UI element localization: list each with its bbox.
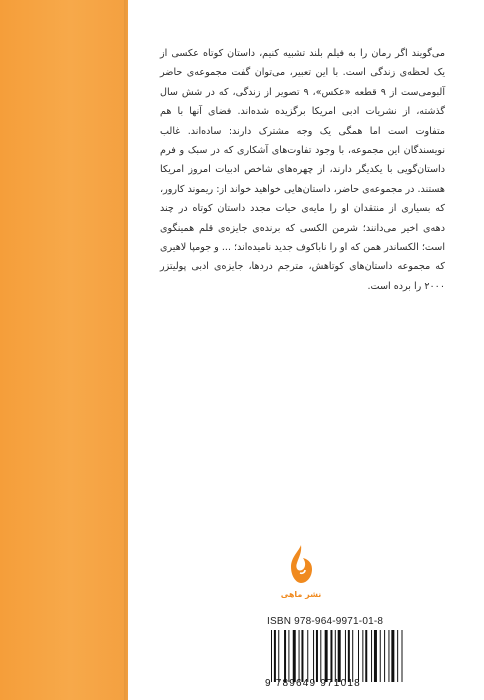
barcode-bar xyxy=(284,630,286,682)
spine-color-band xyxy=(0,0,128,700)
barcode-image xyxy=(271,630,433,682)
barcode-bar xyxy=(374,630,377,682)
barcode-bar xyxy=(388,630,389,682)
barcode-bar xyxy=(325,630,328,682)
barcode-bar xyxy=(352,630,353,682)
barcode-bar xyxy=(335,630,336,682)
isbn-barcode-block xyxy=(265,616,441,694)
barcode-bar xyxy=(307,630,308,682)
barcode-bar xyxy=(358,630,359,682)
barcode-bar xyxy=(313,630,314,682)
barcode-bar xyxy=(278,630,279,682)
barcode-bar xyxy=(299,630,300,682)
spine-edge-shadow xyxy=(124,0,129,700)
barcode-bar xyxy=(320,630,321,682)
barcode-bar xyxy=(371,630,372,682)
barcode-bar xyxy=(271,630,272,682)
barcode-bar xyxy=(348,630,350,682)
barcode-bar xyxy=(338,630,341,682)
drop-flame-logo-icon xyxy=(279,543,323,589)
barcode-bar xyxy=(274,630,276,682)
isbn-label: ISBN 978-964-9971-01-8 xyxy=(267,616,384,627)
barcode-bar xyxy=(402,630,403,682)
barcode-bar xyxy=(365,630,367,682)
barcode-bar xyxy=(397,630,398,682)
barcode-bar xyxy=(288,630,289,682)
barcode-bar xyxy=(345,630,346,682)
barcode-bar xyxy=(380,630,381,682)
barcode-bar xyxy=(293,630,296,682)
blurb-text-block xyxy=(160,44,445,296)
barcode-bar xyxy=(362,630,363,682)
blurb-paragraph: می‌گویند اگر رمان را به فیلم بلند تشبیه کنیم، داستان کوتاه عکسی از یک لحظه‌ی زندگی است. با این تعبیر، می‌توان گفت مجموعه‌ی حاضر آلبومی‌ست از ۹ قطعه «عکس»، ۹ تصویر از زندگی، که در شش سال گذشته، از نشریات ادبی امریکا برگزیده شده‌اند. فضای آنها با هم متفاوت است اما همگی یک وجه مشترک دارند: ساده‌اند. غالب نویسندگان این مجموعه، با وجود تفاوت‌های آشکاری که در سبک و فرم داستان‌گویی با یکدیگر دارند، از چهره‌های شاخص ادبیات امروز امریکا هستند. در مجموعه‌ی حاضر، داستان‌هایی خواهید خواند از: ریموند کارور، که بسیاری از منتقدان او را مایه‌ی حیات مجدد داستان کوتاه در چند دهه‌ی اخیر می‌دانند؛ شرمن الکسی که برنده‌ی جایزه‌ی قلم همینگوی است؛ الکساندر همن که او را ناباکوف جدید نامیده‌اند؛ ... و جومپا لاهیری که مجموعه داستان‌های کوتاهش، مترجم دردها، جایزه‌ی ادبی پولیتزر ۲۰۰۰ را برده است. xyxy=(160,48,446,292)
barcode-digits: 9 789649 971018 xyxy=(265,678,361,689)
barcode-bar xyxy=(391,630,394,682)
barcode-bar xyxy=(330,630,332,682)
barcode-bar xyxy=(316,630,318,682)
barcode-bar xyxy=(301,630,303,682)
barcode-bar xyxy=(384,630,385,682)
publisher-name: نشر ماهی xyxy=(280,590,322,599)
